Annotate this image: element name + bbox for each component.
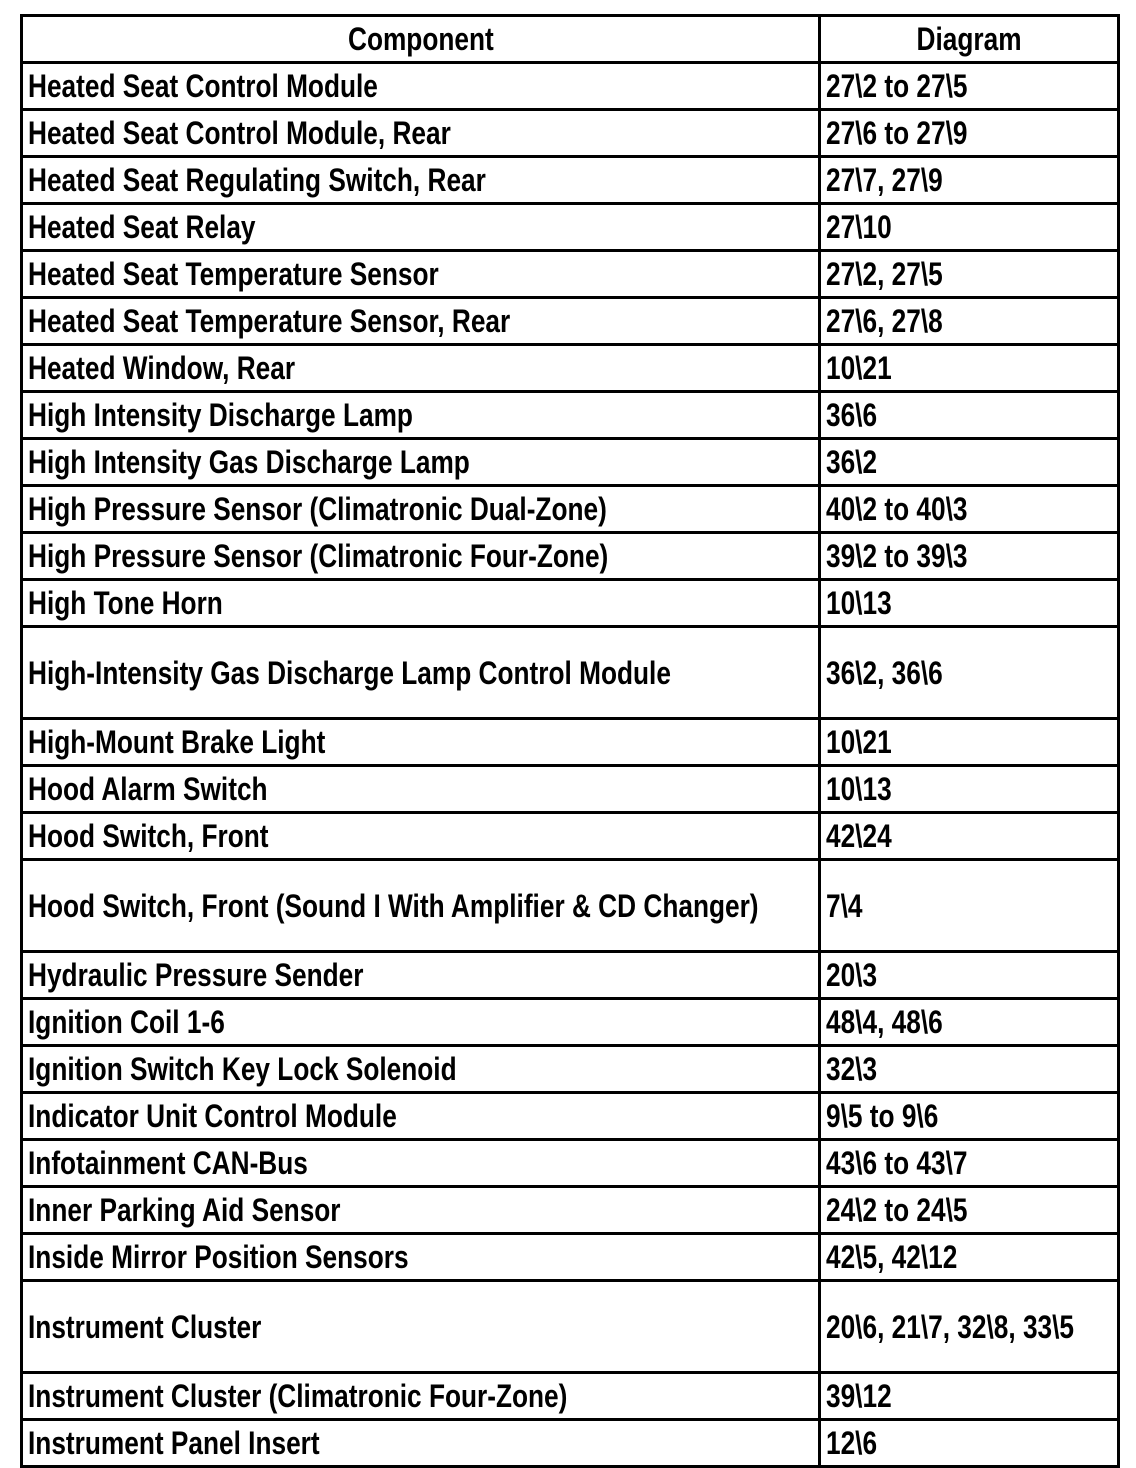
diagram-cell: 40\2 to 40\3 — [820, 486, 1119, 533]
table-row — [22, 719, 1119, 766]
component-cell: Heated Seat Control Module, Rear — [22, 110, 820, 157]
component-cell: Inside Mirror Position Sensors — [22, 1234, 820, 1281]
diagram-cell: 10\21 — [820, 719, 1119, 766]
diagram-cell: 27\10 — [820, 204, 1119, 251]
table-row — [22, 952, 1119, 999]
component-cell: Inner Parking Aid Sensor — [22, 1187, 820, 1234]
table-row — [22, 298, 1119, 345]
diagram-cell: 27\6 to 27\9 — [820, 110, 1119, 157]
table-row — [22, 110, 1119, 157]
table-row — [22, 204, 1119, 251]
component-cell: High-Mount Brake Light — [22, 719, 820, 766]
component-cell: Heated Seat Control Module — [22, 63, 820, 110]
component-cell: Hood Switch, Front — [22, 813, 820, 860]
table-row — [22, 63, 1119, 110]
component-cell: Ignition Switch Key Lock Solenoid — [22, 1046, 820, 1093]
component-cell: Hood Switch, Front (Sound I With Amplifier & CD Changer) — [22, 860, 820, 952]
diagram-cell: 39\2 to 39\3 — [820, 533, 1119, 580]
table-row — [22, 486, 1119, 533]
diagram-cell: 27\6, 27\8 — [820, 298, 1119, 345]
table-header-row — [22, 16, 1119, 63]
component-cell: Indicator Unit Control Module — [22, 1093, 820, 1140]
diagram-cell: 20\3 — [820, 952, 1119, 999]
diagram-cell: 48\4, 48\6 — [820, 999, 1119, 1046]
table-row — [22, 766, 1119, 813]
diagram-cell: 36\2, 36\6 — [820, 627, 1119, 719]
component-cell: Heated Seat Temperature Sensor — [22, 251, 820, 298]
table-row — [22, 999, 1119, 1046]
component-cell: High Intensity Discharge Lamp — [22, 392, 820, 439]
diagram-cell: 42\5, 42\12 — [820, 1234, 1119, 1281]
table-row — [22, 439, 1119, 486]
diagram-cell: 36\2 — [820, 439, 1119, 486]
table-row — [22, 1093, 1119, 1140]
component-diagram-table — [20, 14, 1120, 1468]
table-row — [22, 157, 1119, 204]
diagram-cell: 27\2 to 27\5 — [820, 63, 1119, 110]
component-cell: High Intensity Gas Discharge Lamp — [22, 439, 820, 486]
diagram-cell: 7\4 — [820, 860, 1119, 952]
component-cell: High Pressure Sensor (Climatronic Dual-Zone) — [22, 486, 820, 533]
component-cell: Heated Window, Rear — [22, 345, 820, 392]
table-row — [22, 1234, 1119, 1281]
diagram-cell: 43\6 to 43\7 — [820, 1140, 1119, 1187]
table-row — [22, 860, 1119, 952]
diagram-cell: 36\6 — [820, 392, 1119, 439]
diagram-cell: 32\3 — [820, 1046, 1119, 1093]
table-row — [22, 251, 1119, 298]
diagram-cell: 27\7, 27\9 — [820, 157, 1119, 204]
diagram-cell: 27\2, 27\5 — [820, 251, 1119, 298]
diagram-cell: 9\5 to 9\6 — [820, 1093, 1119, 1140]
component-cell: Hydraulic Pressure Sender — [22, 952, 820, 999]
table-row — [22, 533, 1119, 580]
header-diagram: Diagram — [820, 16, 1119, 63]
table-row — [22, 1281, 1119, 1373]
component-cell: Heated Seat Relay — [22, 204, 820, 251]
component-cell: High Pressure Sensor (Climatronic Four-Zone) — [22, 533, 820, 580]
component-cell: High-Intensity Gas Discharge Lamp Control Module — [22, 627, 820, 719]
header-component: Component — [22, 16, 820, 63]
table-row — [22, 1140, 1119, 1187]
table-row — [22, 627, 1119, 719]
component-cell: Hood Alarm Switch — [22, 766, 820, 813]
table-row — [22, 345, 1119, 392]
diagram-cell: 10\13 — [820, 766, 1119, 813]
diagram-cell: 10\21 — [820, 345, 1119, 392]
component-cell: Instrument Panel Insert — [22, 1420, 820, 1467]
table-row — [22, 1187, 1119, 1234]
table-row — [22, 1420, 1119, 1467]
component-cell: Instrument Cluster (Climatronic Four-Zone) — [22, 1373, 820, 1420]
diagram-cell: 24\2 to 24\5 — [820, 1187, 1119, 1234]
component-cell: Heated Seat Temperature Sensor, Rear — [22, 298, 820, 345]
diagram-cell: 42\24 — [820, 813, 1119, 860]
diagram-cell: 20\6, 21\7, 32\8, 33\5 — [820, 1281, 1119, 1373]
component-cell: Infotainment CAN-Bus — [22, 1140, 820, 1187]
component-cell: High Tone Horn — [22, 580, 820, 627]
diagram-cell: 10\13 — [820, 580, 1119, 627]
table-row — [22, 580, 1119, 627]
diagram-cell: 12\6 — [820, 1420, 1119, 1467]
table-row — [22, 813, 1119, 860]
component-cell: Heated Seat Regulating Switch, Rear — [22, 157, 820, 204]
component-cell: Instrument Cluster — [22, 1281, 820, 1373]
table-row — [22, 1046, 1119, 1093]
table-row — [22, 392, 1119, 439]
table-row — [22, 1373, 1119, 1420]
diagram-cell: 39\12 — [820, 1373, 1119, 1420]
component-cell: Ignition Coil 1-6 — [22, 999, 820, 1046]
